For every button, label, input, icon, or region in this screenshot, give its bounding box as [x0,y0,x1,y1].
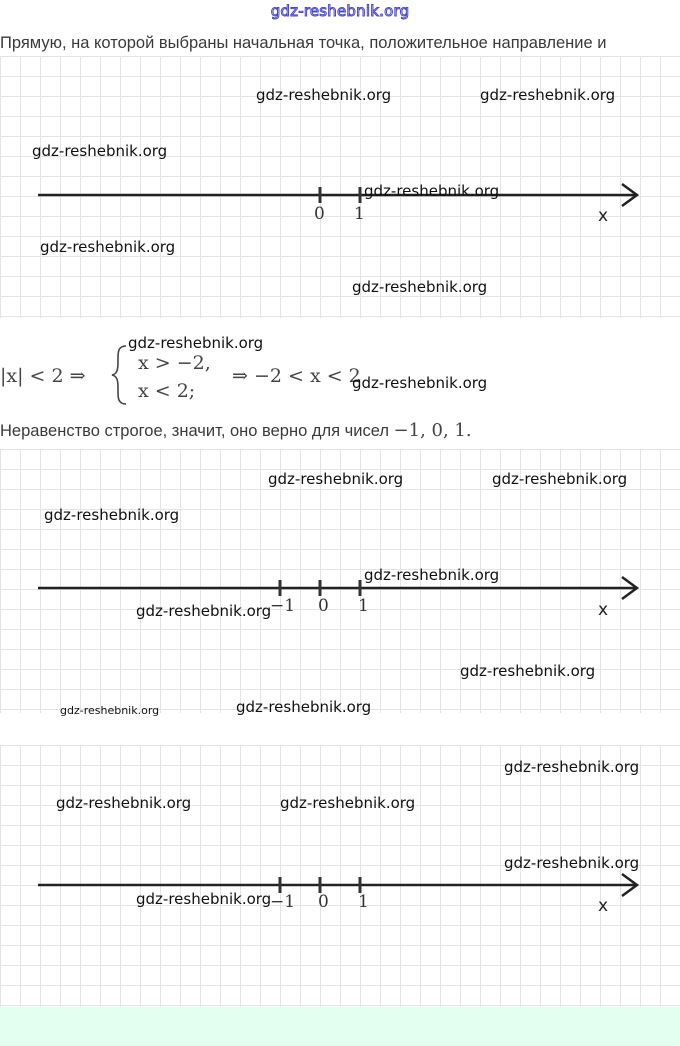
tick-label-0: 0 [318,596,329,616]
watermark: gdz-reshebnik.org [492,470,628,488]
watermark: gdz-reshebnik.org [352,278,488,296]
tick-label-minus-1: −1 [270,892,296,912]
formula-rhs: ⇒ −2 < x < 2 [232,365,361,387]
watermark: gdz-reshebnik.org [40,238,176,256]
tick-label-1: 1 [358,596,369,616]
watermark: gdz-reshebnik.org [280,794,416,812]
watermark: gdz-reshebnik.org [364,566,500,584]
site-header[interactable]: gdz-reshebnik.org [270,2,410,20]
watermark: gdz-reshebnik.org [480,86,616,104]
watermark: gdz-reshebnik.org [504,758,640,776]
note-numbers: −1, 0, 1. [393,420,472,441]
watermark: gdz-reshebnik.org [256,86,392,104]
axis-label-x: x [598,206,609,226]
tick-label-0: 0 [318,892,329,912]
tick-label-0: 0 [314,204,325,224]
tick-label-minus-1: −1 [270,596,296,616]
watermark: gdz-reshebnik.org [44,506,180,524]
watermark: gdz-reshebnik.org [136,602,272,620]
note-sentence: Неравенство строгое, значит, оно верно для чисел [0,422,389,440]
axis-label-x: x [598,600,609,620]
formula-line-2: x < 2; [138,380,196,402]
formula-lhs: |x| < 2 ⇒ [0,365,86,387]
watermark: gdz-reshebnik.org [56,794,192,812]
watermark: gdz-reshebnik.org [504,854,640,872]
watermark: gdz-reshebnik.org [364,182,500,200]
footer-band [0,1007,680,1046]
watermark: gdz-reshebnik.org [268,470,404,488]
watermark: gdz-reshebnik.org [352,374,488,392]
tick-label-1: 1 [358,892,369,912]
axis-label-x: x [598,896,609,916]
watermark: gdz-reshebnik.org [460,662,596,680]
watermark: gdz-reshebnik.org [32,142,168,160]
intro-text: Прямую, на которой выбраны начальная точка, положительное направление и [0,34,607,52]
watermark: gdz-reshebnik.org [128,334,264,352]
tick-label-1: 1 [354,204,365,224]
watermark: gdz-reshebnik.org [60,704,160,717]
formula-line-1: x > −2, [138,352,211,374]
watermark: gdz-reshebnik.org [236,698,372,716]
watermark: gdz-reshebnik.org [136,890,272,908]
